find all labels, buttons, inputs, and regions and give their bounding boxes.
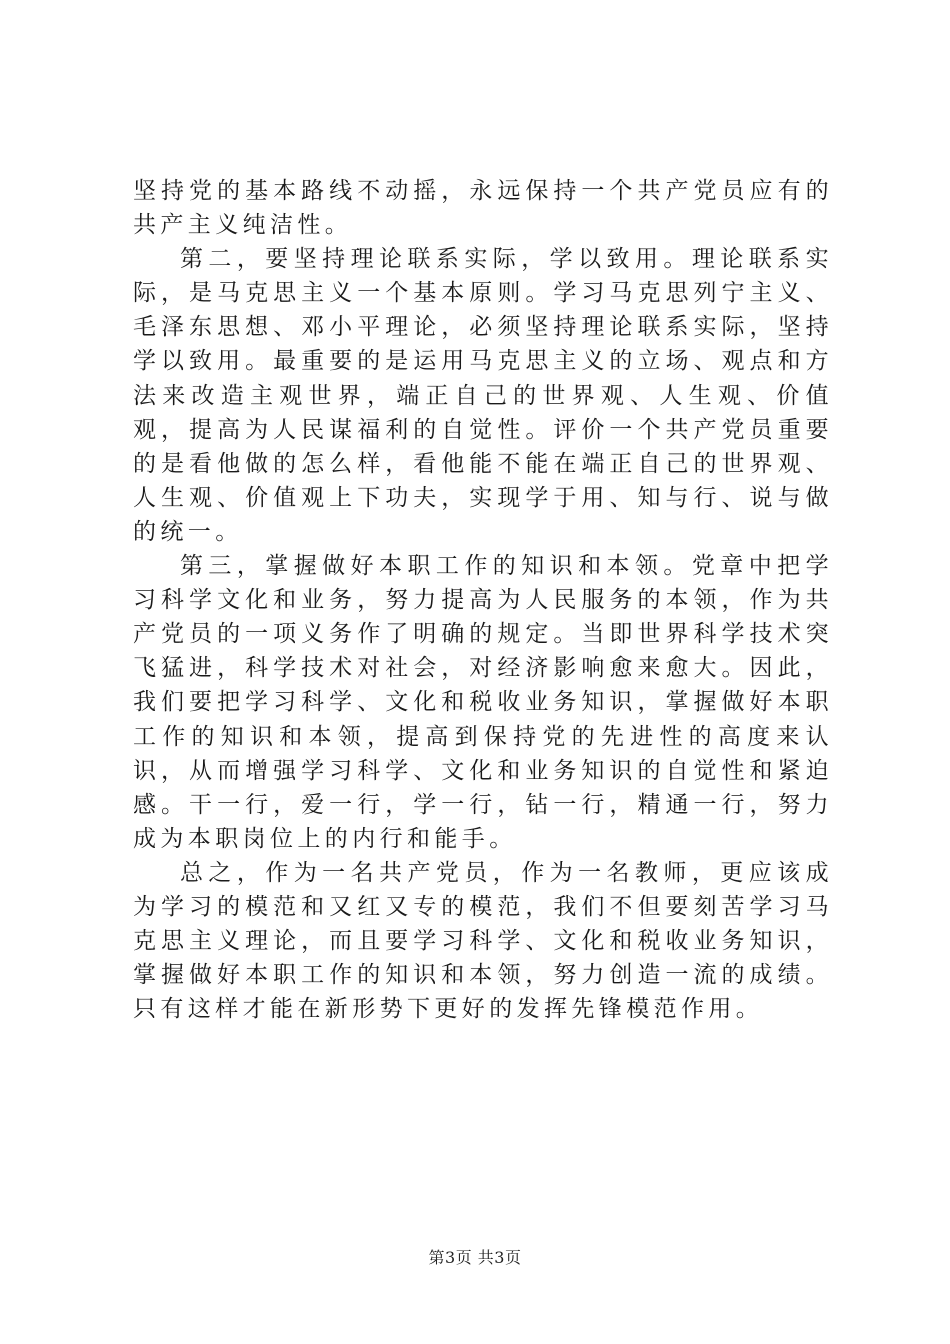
paragraph-conclusion: 总之，作为一名共产党员，作为一名教师，更应该成为学习的模范和又红又专的模范，我们不但要刻苦学习马克思主义理论，而且要学习科学、文化和税收业务知识，掌握做好本职工作的知识和本领，努力创造一流的成绩。只有这样才能在新形势下更好的发挥先锋模范作用。	[133, 859, 833, 1023]
paragraph-third-point: 第三，掌握做好本职工作的知识和本领。党章中把学习科学文化和业务，努力提高为人民服务的本领，作为共产党员的一项义务作了明确的规定。当即世界科学技术突飞猛进，科学技术对社会，对经济影响愈来愈大。因此，我们要把学习科学、文化和税收业务知识，掌握做好本职工作的知识和本领，提高到保持党的先进性的高度来认识，从而增强学习科学、文化和业务知识的自觉性和紧迫感。干一行，爱一行，学一行，钻一行，精通一行，努力成为本职岗位上的内行和能手。	[133, 553, 833, 852]
page-number-footer: 第3页 共3页	[428, 1248, 522, 1267]
paragraph-continuation: 坚持党的基本路线不动摇，永远保持一个共产党员应有的共产主义纯洁性。	[133, 178, 833, 239]
paragraph-second-point: 第二，要坚持理论联系实际，学以致用。理论联系实际，是马克思主义一个基本原则。学习马克思列宁主义、毛泽东思想、邓小平理论，必须坚持理论联系实际，坚持学以致用。最重要的是运用马克思主义的立场、观点和方法来改造主观世界，端正自己的世界观、人生观、价值观，提高为人民谋福利的自觉性。评价一个共产党员重要的是看他做的怎么样，看他能不能在端正自己的世界观、人生观、价值观上下功夫，实现学于用、知与行、说与做的统一。	[133, 246, 833, 545]
document-body	[133, 174, 833, 1026]
